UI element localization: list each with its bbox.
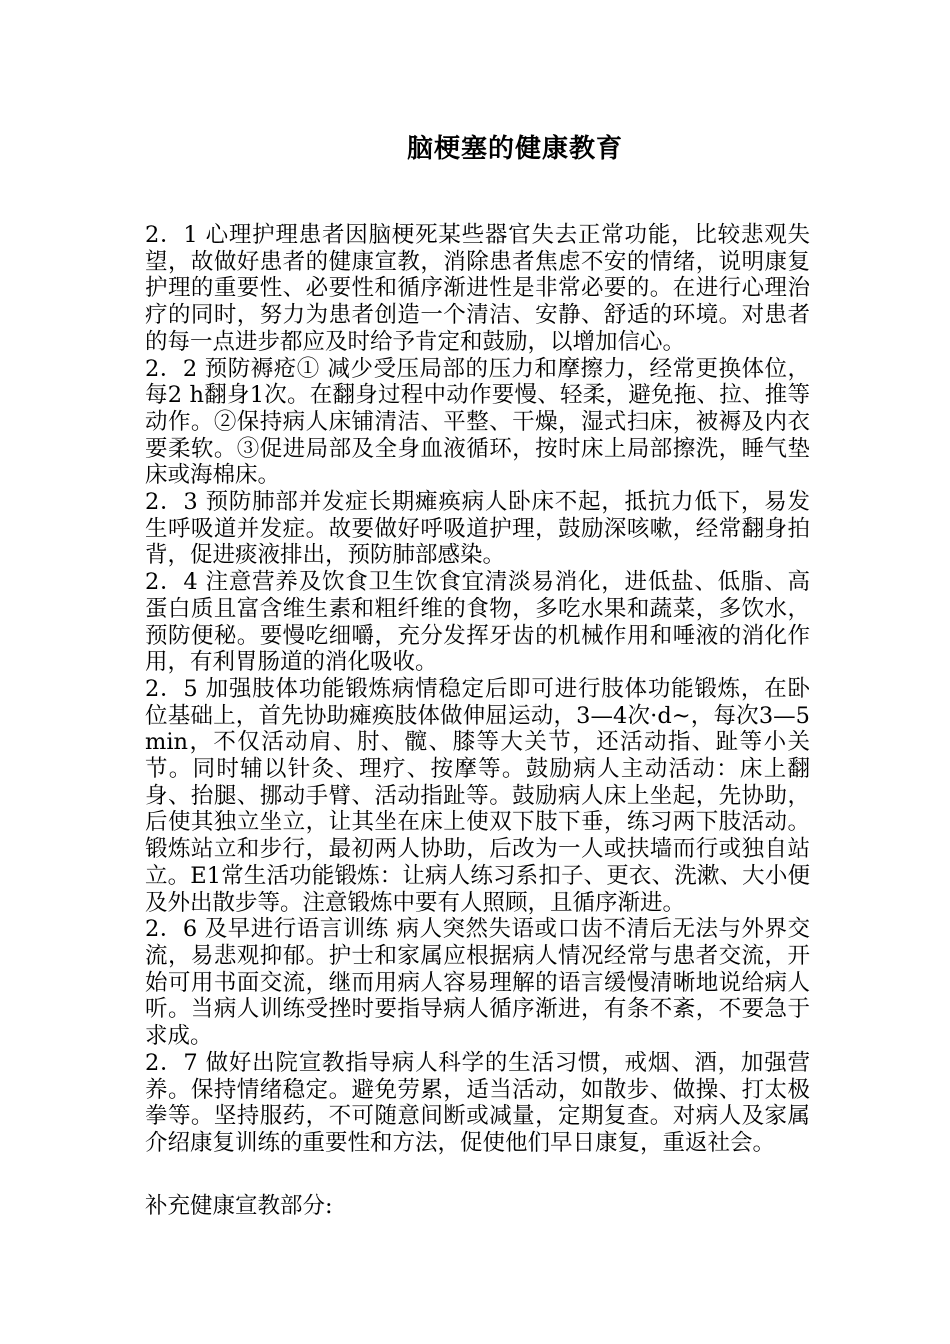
paragraph-language-training: 2．6 及早进行语言训练 病人突然失语或口齿不清后无法与外界交流，易悲观抑郁。护士和家属应根据病人情况经常与患者交流，开始可用书面交流，继而用病人容易理解的语言缓慢清晰地说给病人听。当病人训练受挫时要指导病人循序渐进，有条不紊，不要急于求成。 [145,916,810,1050]
paragraph-limb-exercise: 2．5 加强肢体功能锻炼病情稳定后即可进行肢体功能锻炼，在卧位基础上，首先协助瘫痪肢体做伸屈运动，3—4次·d~，每次3—5 min，不仅活动肩、肘、髋、膝等大关节，还活动指、趾等小关节。同时辅以针灸、理疗、按摩等。鼓励病人主动活动：床上翻身、抬腿、挪动手臂、活动指趾等。鼓励病人床上坐起，先协助，后使其独立坐立，让其坐在床上使双下肢下垂，练习两下肢活动。锻炼站立和步行，最初两人协助，后改为一人或扶墙而行或独自站立。E1常生活功能锻炼：让病人练习系扣子、更衣、洗漱、大小便及外出散步等。注意锻炼中要有人照顾，且循序渐进。 [145,675,810,916]
supplement-heading: 补充健康宣教部分: [145,1193,333,1219]
paragraph-psychological-care: 2．1 心理护理患者因脑梗死某些器官失去正常功能，比较悲观失望，故做好患者的健康宣教，消除患者焦虑不安的情绪，说明康复护理的重要性、必要性和循序渐进性是非常必要的。在进行心理治疗的同时，努力为患者创造一个清洁、安静、舒适的环境。对患者的每一点进步都应及时给予肯定和鼓励，以增加信心。 [145,222,810,355]
document-body [145,222,810,1157]
paragraph-pulmonary-prevention: 2．3 预防肺部并发症长期瘫痪病人卧床不起，抵抗力低下，易发生呼吸道并发症。故要做好呼吸道护理，鼓励深咳嗽，经常翻身拍背，促进痰液排出，预防肺部感染。 [145,489,810,569]
paragraph-bedsore-prevention: 2．2 预防褥疮① 减少受压局部的压力和摩擦力，经常更换体位，每2 h翻身1次。在翻身过程中动作要慢、轻柔，避免拖、拉、推等动作。②保持病人床铺清洁、平整、干燥，湿式扫床，被褥及内衣要柔软。③促进局部及全身血液循环，按时床上局部擦洗，睡气垫床或海棉床。 [145,355,810,489]
document-title: 脑梗塞的健康教育 [406,134,623,164]
paragraph-nutrition: 2．4 注意营养及饮食卫生饮食宜清淡易消化，进低盐、低脂、高蛋白质且富含维生素和粗纤维的食物，多吃水果和蔬菜，多饮水，预防便秘。要慢吃细嚼，充分发挥牙齿的机械作用和唾液的消化作用，有利胃肠道的消化吸收。 [145,569,810,676]
paragraph-discharge-education: 2．7 做好出院宣教指导病人科学的生活习惯，戒烟、酒，加强营养。保持情绪稳定。避免劳累，适当活动，如散步、做操、打太极拳等。坚持服药，不可随意间断或减量，定期复查。对病人及家属介绍康复训练的重要性和方法，促使他们早日康复，重返社会。 [145,1049,810,1156]
